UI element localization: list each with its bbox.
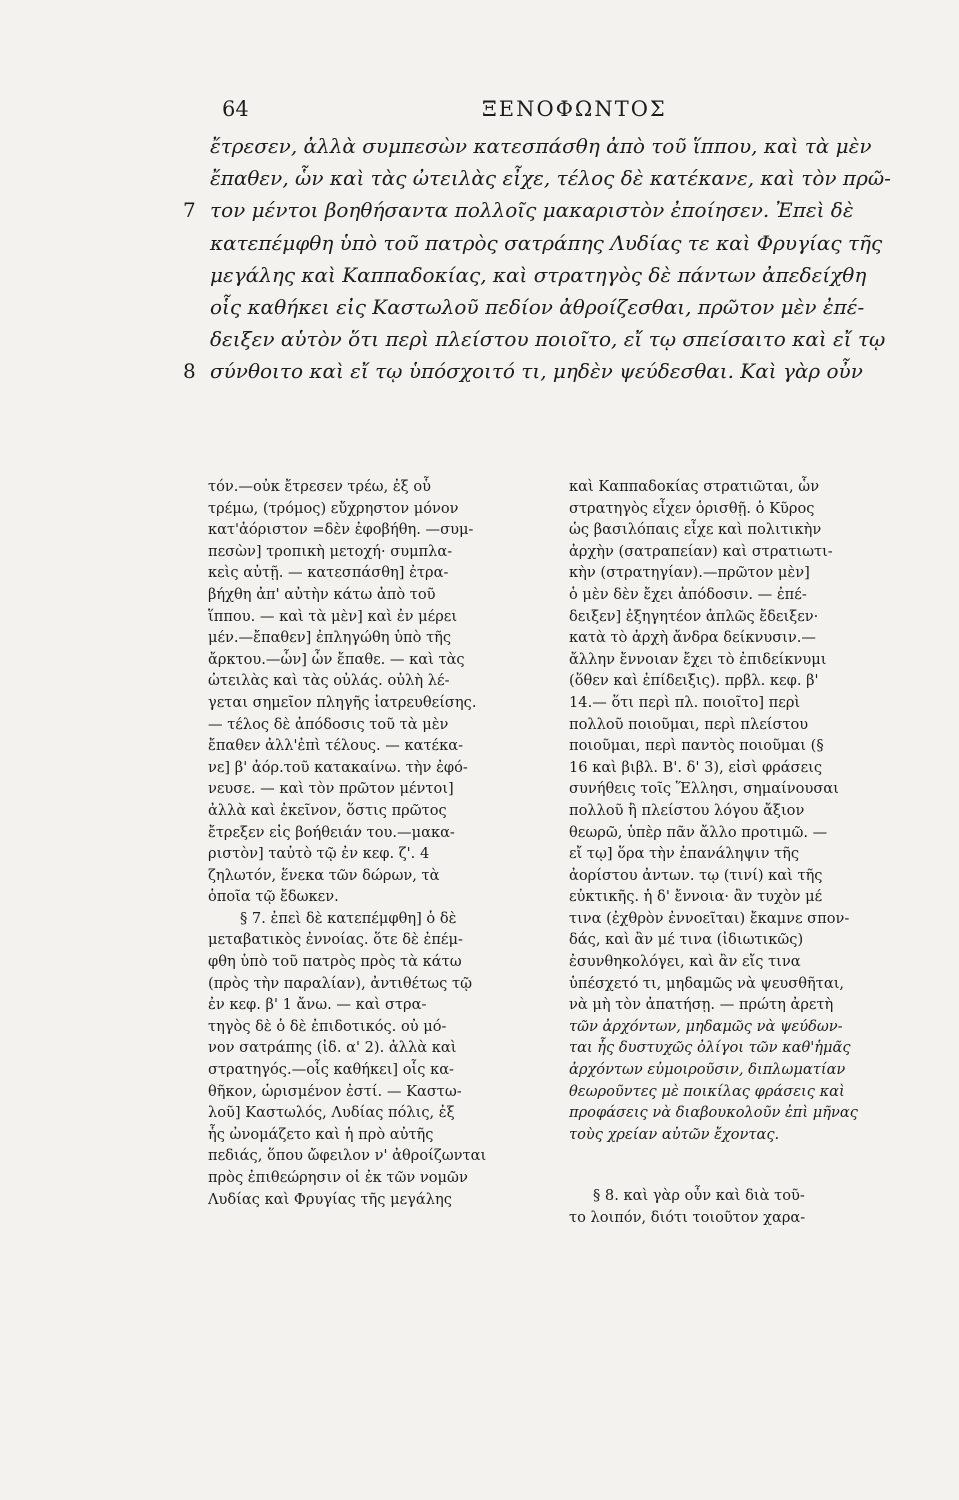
commentary-line: 16 καὶ βιβλ. Β'. δ' 3), εἰσὶ φράσεις — [569, 758, 823, 776]
commentary-line: ἐν κεφ. β' 1 ἄνω. — καὶ στρα- — [208, 996, 427, 1014]
commentary-line: θῆκον, ὡρισμένον ἐστί. — Καστω- — [208, 1082, 462, 1100]
commentary-line: βήχθη ἀπ' αὐτὴν κάτω ἀπὸ τοῦ — [208, 585, 436, 603]
commentary-line: ἄλλην ἔννοιαν ἔχει τὸ ἐπιδείκνυμι — [569, 650, 827, 668]
commentary-line: εἴ τῳ] ὅρα τὴν ἐπανάληψιν τῆς — [569, 845, 800, 863]
main-line: οἷς καθήκει εἰς Καστωλοῦ πεδίον ἀθροίζεσθαι, πρῶτον μὲν ἐπέ- — [210, 294, 865, 319]
commentary-line: πολλοῦ ἢ πλείστου λόγου ἄξιον — [569, 801, 805, 819]
commentary-line: δάς, καὶ ἂν μέ τινα (ἰδιωτικῶς) — [569, 931, 804, 949]
section-heading: § 8. καὶ γὰρ οὖν καὶ διὰ τοῦ- — [593, 1187, 805, 1205]
commentary-line: 14.— ὅτι περὶ πλ. ποιοῖτο] περὶ — [569, 693, 801, 711]
commentary-line: το λοιπόν, διότι τοιοῦτον χαρα- — [569, 1209, 806, 1226]
commentary-line: συνήθεις τοῖς Ἕλλησι, σημαίνουσαι — [569, 780, 839, 798]
commentary-line: νε] β' ἀόρ.τοῦ κατακαίνω. τὴν ἐφό- — [208, 758, 468, 776]
commentary-line: ἔτρεξεν εἰς βοήθειάν του.—μακα- — [208, 823, 455, 841]
commentary-line: ται ἧς δυστυχῶς ὀλίγοι τῶν καθ'ἡμᾶς — [569, 1039, 851, 1057]
section-heading: § 7. ἐπεὶ δὲ κατεπέμφθη] ὁ δὲ — [240, 909, 457, 927]
main-line: ἔτρεσεν, ἀλλὰ συμπεσὼν κατεσπάσθη ἀπὸ τοῦ ἵππου, καὶ τὰ μὲν — [210, 134, 872, 158]
commentary-line: ἀρχὴν (σατραπείαν) καὶ στρατιωτι- — [569, 542, 833, 560]
commentary-line: στρατηγὸς εἶχεν ὁρισθῇ. ὁ Κῦρος — [569, 499, 815, 517]
commentary-line: νὰ μὴ τὸν ἀπατήσῃ. — πρώτη ἀρετὴ — [569, 996, 834, 1014]
main-line: δειξεν αὑτὸν ὅτι περὶ πλείστου ποιοῖτο, εἴ τῳ σπείσαιτο καὶ εἴ τῳ — [210, 327, 886, 352]
running-head: ΞΕΝΟΦΩΝΤΟΣ — [482, 97, 667, 121]
main-line: 7 τον μέντοι βοηθήσαντα πολλοῖς μακαριστὸν ἐποίησεν. Ἐπεὶ δὲ — [210, 194, 940, 226]
main-text — [183, 130, 940, 388]
commentary-line: νον σατράπης (ἰδ. α' 2). ἀλλὰ καὶ — [208, 1039, 457, 1057]
commentary-line: εὐκτικῆς. ἡ δ' ἔννοια· ἂν τυχὸν μέ — [569, 888, 823, 906]
commentary-line: κατ'ἀόριστον =δὲν ἐφοβήθη. —συμ- — [208, 521, 474, 539]
main-line: 8 σύνθοιτο καὶ εἴ τῳ ὑπόσχοιτό τι, μηδὲν ψεύδεσθαι. Καὶ γὰρ οὖν — [210, 355, 940, 387]
commentary-line: ἀλλὰ καὶ ἐκεῖνον, ὅστις πρῶτος — [208, 801, 447, 819]
commentary-line: ὁποῖα τῷ ἔδωκεν. — [208, 888, 339, 906]
commentary-line: νευσε. — καὶ τὸν πρῶτον μέντοι] — [208, 780, 454, 798]
commentary-line: — τέλος δὲ ἀπόδοσις τοῦ τὰ μὲν — [208, 715, 449, 733]
commentary-line: τόν.—οὐκ ἔτρεσεν τρέω, ἐξ οὗ — [208, 478, 432, 495]
commentary-line: ζηλωτόν, ἕνεκα τῶν δώρων, τὰ — [208, 866, 440, 884]
commentary-line: δειξεν] ἐξηγητέον ἁπλῶς ἔδειξεν· — [569, 607, 819, 625]
commentary-line: ἧς ὠνομάζετο καὶ ἡ πρὸ αὐτῆς — [208, 1125, 434, 1143]
commentary-line: ἵππου. — καὶ τὰ μὲν] καὶ ἐν μέρει — [208, 607, 458, 625]
commentary-line: μεταβατικὸς ἐννοίας. ὅτε δὲ ἐπέμ- — [208, 931, 463, 949]
main-line: κατεπέμφθη ὑπὸ τοῦ πατρὸς σατράπης Λυδίας τε καὶ Φρυγίας τῆς — [210, 230, 883, 255]
commentary-line: ἀορίστου ἀντων. τῳ (τινί) καὶ τῆς — [569, 866, 823, 884]
commentary-line: λοῦ] Καστωλός, Λυδίας πόλις, ἐξ — [208, 1104, 455, 1122]
commentary-line: ἄρκτου.—ὧν] ὧν ἔπαθε. — καὶ τὰς — [208, 650, 465, 668]
commentary-line: κεὶς αὐτῇ. — κατεσπάσθη] ἐτρα- — [208, 564, 449, 582]
page-number: 64 — [222, 97, 249, 121]
commentary-line: στρατηγός.—οἷς καθήκει] οἷς κα- — [208, 1061, 454, 1079]
commentary-left-column — [208, 476, 548, 1210]
line-number: 8 — [183, 359, 196, 384]
commentary-line: (ὅθεν καὶ ἐπίδειξις). πρβλ. κεφ. β' — [569, 672, 819, 690]
commentary-line: πολλοῦ ποιοῦμαι, περὶ πλείστου — [569, 715, 809, 733]
commentary-line: γεται σημεῖον πληγῆς ἰατρευθείσης. — [208, 693, 477, 711]
commentary-line: ὁ μὲν δὲν ἔχει ἀπόδοσιν. — ἐπέ- — [569, 585, 807, 603]
line-number: 7 — [183, 198, 196, 223]
commentary-line: τρέμω, (τρόμος) εὔχρηστον μόνον — [208, 499, 459, 517]
commentary-line: πρὸς ἐπιθεώρησιν οἱ ἐκ τῶν νομῶν — [208, 1169, 468, 1186]
commentary-line: τινα (ἐχθρὸν ἐννοεῖται) ἔκαμνε σπον- — [569, 909, 850, 927]
commentary-right-column — [569, 476, 936, 1229]
commentary-line: ἔπαθεν ἀλλ'ἐπὶ τέλους. — κατέκα- — [208, 737, 464, 755]
commentary-line: (πρὸς τὴν παραλίαν), ἀντιθέτως τῷ — [208, 974, 472, 992]
commentary-line: φθη ὑπὸ τοῦ πατρὸς πρὸς τὰ κάτω — [208, 953, 462, 971]
commentary-line: ὠτειλὰς καὶ τὰς οὐλάς. οὐλὴ λέ- — [208, 672, 450, 690]
commentary-line: ἐσυνθηκολόγει, καὶ ἂν εἴς τινα — [569, 953, 801, 971]
commentary-line: πεσὼν] τροπικὴ μετοχή· συμπλα- — [208, 542, 453, 560]
main-line: ἔπαθεν, ὧν καὶ τὰς ὠτειλὰς εἶχε, τέλος δὲ κατέκανε, καὶ τὸν πρῶ- — [210, 166, 891, 191]
commentary-line: τοὺς χρείαν αὐτῶν ἔχοντας. — [569, 1125, 780, 1143]
commentary-line: προφάσεις νὰ διαβουκολοῦν ἐπὶ μῆνας — [569, 1104, 858, 1122]
commentary-line: τῶν ἀρχόντων, μηδαμῶς νὰ ψεύδων- — [569, 1017, 843, 1035]
commentary-line: Λυδίας καὶ Φρυγίας τῆς μεγάλης — [208, 1190, 452, 1208]
main-line: μεγάλης καὶ Καππαδοκίας, καὶ στρατηγὸς δὲ πάντων ἀπεδείχθη — [210, 262, 867, 287]
commentary-line: καὶ Καππαδοκίας στρατιῶται, ὧν — [569, 478, 820, 495]
commentary-line: κατὰ τὸ ἀρχὴ ἄνδρα δείκνυσιν.— — [569, 629, 817, 647]
commentary-line: ὡς βασιλόπαις εἶχε καὶ πολιτικὴν — [569, 521, 822, 539]
commentary-line: ποιοῦμαι, περὶ παντὸς ποιοῦμαι (§ — [569, 737, 824, 755]
commentary-line: τηγὸς δὲ ὁ δὲ ἐπιδοτικός. οὐ μό- — [208, 1017, 447, 1035]
commentary-line: θεωρῶ, ὑπὲρ πᾶν ἄλλο προτιμῶ. — — [569, 823, 828, 841]
commentary-line: ὑπέσχετό τι, μηδαμῶς νὰ ψευσθῆται, — [569, 974, 845, 992]
commentary-line: πεδιάς, ὅπου ὤφειλον ν' ἀθροίζωνται — [208, 1147, 487, 1165]
commentary-line: κὴν (στρατηγίαν).—πρῶτον μὲν] — [569, 564, 810, 582]
commentary-line: ριστὸν] ταὐτὸ τῷ ἐν κεφ. ζ'. 4 — [208, 845, 430, 863]
commentary-line: μέν.—ἔπαθεν] ἐπληγώθη ὑπὸ τῆς — [208, 629, 452, 647]
commentary-line: ἀρχόντων εὐμοιροῦσιν, διπλωματίαν — [569, 1061, 846, 1079]
commentary-line: θεωροῦντες μὲ ποικίλας φράσεις καὶ — [569, 1082, 845, 1100]
